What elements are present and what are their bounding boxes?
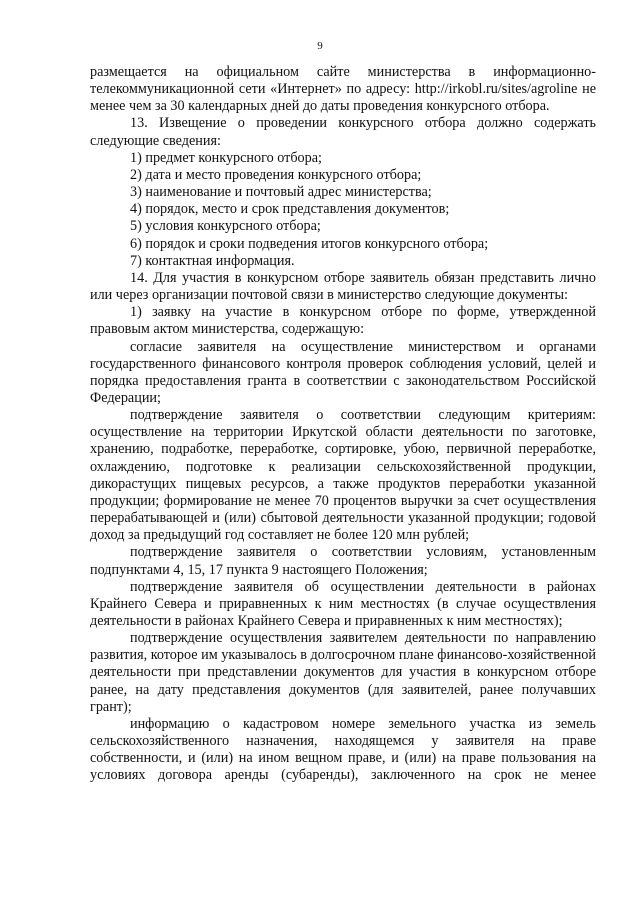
list-item-6: 6) порядок и сроки подведения итогов конкурсного отбора; (130, 235, 489, 252)
document-body (90, 64, 596, 785)
far-north-paragraph: подтверждение заявителя об осуществлении деятельности в районах Крайнего Севера и приравненных к ним местностях (в случае осуществления деятельности в районах Крайнего Севера и приравненных к ним местностях); (90, 578, 596, 629)
list-item-7: 7) контактная информация. (130, 252, 295, 269)
criteria-paragraph: подтверждение заявителя о соответствии следующим критериям: осуществление на территории Иркутской области деятельности по заготовке, хранению, подработке, переработке, сортировке, убою, первичной переработке, охлаждению, подготовке к реализации сельскохозяйственной продукции, дикорастущих пищевых ресурсов, а также продуктов переработки указанной продукции; формирование не менее 70 процентов выручки за счет осуществления перерабатывающей и (или) сбытовой деятельности указанной продукции; годовой доход за предыдущий год составляет не более 120 млн рублей; (90, 407, 596, 544)
subitem-1: 1) заявку на участие в конкурсном отборе по форме, утвержденной правовым актом министерства, содержащую: (90, 304, 596, 338)
development-paragraph: подтверждение осуществления заявителем деятельности по направлению развития, которое им указывалось в долгосрочном плане финансово-хозяйственной деятельности при представлении документов для участия в конкурсном отборе ранее, на дату представления документов (для заявителей, ранее получавших грант); (90, 630, 596, 715)
list-item-5: 5) условия конкурсного отбора; (130, 218, 321, 235)
list-item-3: 3) наименование и почтовый адрес министерства; (130, 184, 432, 201)
consent-paragraph: согласие заявителя на осуществление министерством и органами государственного финансового контроля проверок соблюдения условий, целей и порядка предоставления гранта в соответствии с законодательством Российской Федерации; (90, 338, 596, 406)
cadastral-paragraph: информацию о кадастровом номере земельного участка из земель сельскохозяйственного назначения, находящемся у заявителя на праве собственности, и (или) на ином вещном праве, и (или) на праве пользования на условиях договора аренды (субаренды), заключенного на срок не менее (90, 715, 596, 784)
list-item-4: 4) порядок, место и срок представления документов; (130, 201, 450, 218)
page-number: 9 (317, 40, 323, 52)
list-item-1: 1) предмет конкурсного отбора; (130, 149, 322, 166)
paragraph-1: размещается на официальном сайте министерства в информационно-телекоммуникационной сети «Интернет» по адресу: http://irkobl.ru/sites/agroline не менее чем за 30 календарных дней до даты проведения конкурсного отбора. (90, 64, 596, 115)
paragraph-14: 14. Для участия в конкурсном отборе заявитель обязан представить лично или через организации почтовой связи в министерство следующие документы: (90, 269, 596, 304)
conditions-paragraph: подтверждение заявителя о соответствии условиям, установленным подпунктами 4, 15, 17 пункта 9 настоящего Положения; (90, 544, 596, 578)
list-item-2: 2) дата и место проведения конкурсного отбора; (130, 166, 422, 183)
paragraph-13: 13. Извещение о проведении конкурсного отбора должно содержать следующие сведения: (90, 115, 596, 149)
